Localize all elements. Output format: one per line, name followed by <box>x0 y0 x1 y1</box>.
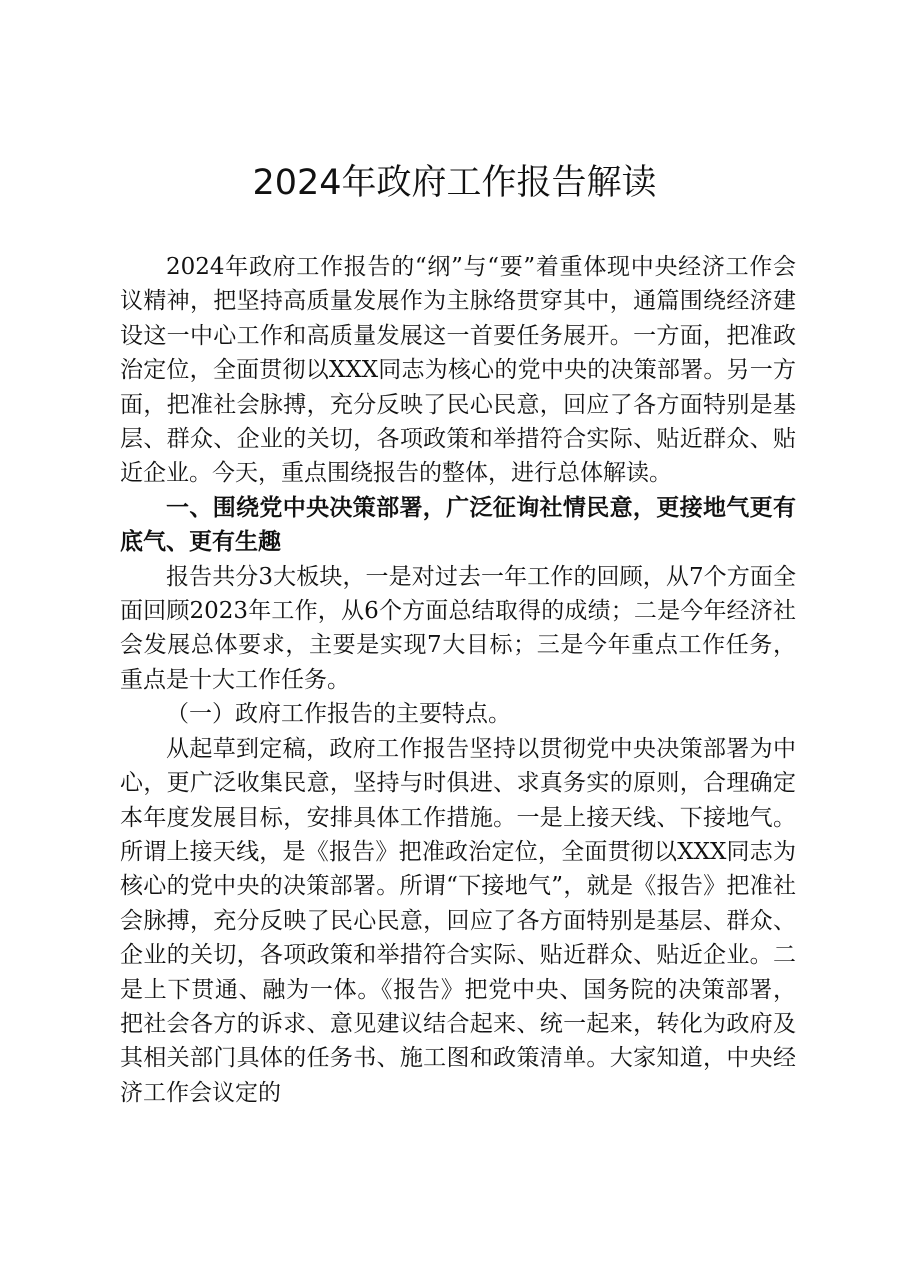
section-heading-1: 一、围绕党中央决策部署，广泛征询社情民意，更接地气更有底气、更有生趣 <box>120 494 796 556</box>
structure-paragraph: 报告共分3大板块，一是对过去一年工作的回顾，从7个方面全面回顾2023年工作，从6个方面总结取得的成绩；二是今年经济社会发展总体要求，主要是实现7大目标；三是今年重点工作任务，重点是十大工作任务。 <box>120 563 796 693</box>
document-body <box>120 250 796 1110</box>
document-title: 2024年政府工作报告解读 <box>252 163 657 203</box>
subsection-heading-1: （一）政府工作报告的主要特点。 <box>166 701 511 728</box>
features-paragraph: 从起草到定稿，政府工作报告坚持以贯彻党中央决策部署为中心，更广泛收集民意，坚持与时俱进、求真务实的原则，合理确定本年度发展目标，安排具体工作措施。一是上接天线、下接地气。所谓上接天线，是《报告》把准政治定位，全面贯彻以XXX同志为核心的党中央的决策部署。所谓“下接地气”，就是《报告》把准社会脉搏，充分反映了民心民意，回应了各方面特别是基层、群众、企业的关切，各项政策和举措符合实际、贴近群众、贴近企业。二是上下贯通、融为一体。《报告》把党中央、国务院的决策部署，把社会各方的诉求、意见建议结合起来、统一起来，转化为政府及其相关部门具体的任务书、施工图和政策清单。大家知道，中央经济工作会议定的 <box>120 735 796 1106</box>
intro-paragraph: 2024年政府工作报告的“纲”与“要”着重体现中央经济工作会议精神，把坚持高质量发展作为主脉络贯穿其中，通篇围绕经济建设这一中心工作和高质量发展这一首要任务展开。一方面，把准政治定位，全面贯彻以XXX同志为核心的党中央的决策部署。另一方面，把准社会脉搏，充分反映了民心民意，回应了各方面特别是基层、群众、企业的关切，各项政策和举措符合实际、贴近群众、贴近企业。今天，重点围绕报告的整体，进行总体解读。 <box>120 254 796 487</box>
